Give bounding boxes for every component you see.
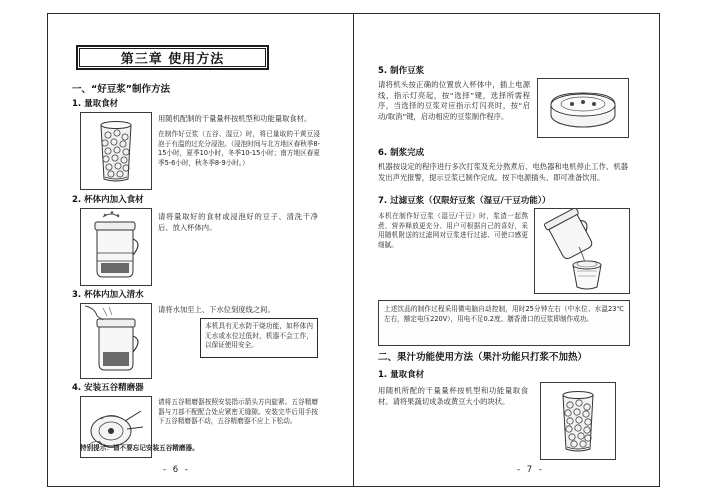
step-7-title: 7. 过滤豆浆（仅限好豆浆（湿豆/干豆功能）） [378,196,551,206]
step-1-text: 用随机配制的干量量杯按机型和功能量取食材。 [158,114,312,123]
step-1-note: 在制作好豆浆（五谷、湿豆）时，将已量取的干黄豆浸泡于有温的过充分浸泡。（浸泡时间与北方地区春秋季8-15小时，夏季10小时，冬季10-15小时；南方地区春夏季5-6小时，秋冬季8-9小时。） [158,130,320,167]
chapter-heading-label: 第三章 使用方法 [79,48,266,67]
step-4-warning: 特别提示：请不要忘记安装五谷精磨器。 [80,444,199,452]
step-3-text: 请将水加至上、下水位刻度线之间。 [158,305,275,314]
figure-jug-adding-water [80,303,152,379]
step-3-tip-box [200,318,318,358]
step-8-text: 用随机所配的干量量杯按机型和功能量取食材。请将果蔬切成条或黄豆大小的块状。 [378,386,528,406]
page-number-left: - 6 - [163,465,190,475]
step-2-text: 请将量取好的食材或浸泡好的豆子、清洗干净后、放入杯体内。 [158,212,318,232]
step-6-title: 6. 制浆完成 [378,148,425,158]
step-5-title: 5. 制作豆浆 [378,66,425,76]
figure-jug-adding-ingredients [80,208,152,286]
step-1-title: 1. 量取食材 [72,99,119,109]
step-4-text: 请将五谷精磨器按照安装指示箭头方向旋紧。五谷精磨器与刀部不配配合处应紧密无缝隙。安装完毕后用手按下五谷精磨器不动，五谷精磨器不应上下松动。 [158,398,318,426]
step-2-title: 2. 杯体内加入食材 [72,195,144,205]
figure-measuring-cup-fruit [540,382,616,460]
step-8-title: 1. 量取食材 [378,370,425,380]
section-2-title: 二、果汁功能使用方法（果汁功能只打浆不加热） [378,352,588,363]
chapter-heading [76,45,269,70]
step-6-text: 机器按设定的程序进行多次打浆及充分熬煮后、电热器和电机停止工作、机器发出声光报警，提示豆浆已制作完成。按下电源插头、即可准备饮用。 [378,162,628,182]
section-1-title: 一、“好豆浆”制作方法 [72,84,170,95]
step-7-text: 本机在制作好豆浆（湿豆/干豆）时，浆渣一起熬煮，营养释放更充分、用户可根据自己的喜好，采用随机附送的过滤网对豆浆进行过滤、可使口感更细腻。 [378,212,528,249]
note-box-text: 上述饮品的制作过程采用微电脑自动控制，用时25分钟左右（中水位、水温23℃左右，额定电压220V），用电不足0.2度、膳香滑口的豆浆即制作成功。 [384,305,624,323]
figure-pouring-through-strainer [534,208,630,294]
figure-measuring-cup-with-beans [80,112,152,190]
step-3-tip-text: 本机具有无水防干烧功能，如杯体内无水或水位过低时，机器不会工作，以保证使用安全。 [205,322,313,350]
column-divider [353,14,354,486]
step-3-title: 3. 杯体内加入清水 [72,290,144,300]
page-number-right: - 7 - [517,465,544,475]
figure-control-panel-base [537,78,629,138]
step-5-text: 请将机头按正确的位置放入杯体中，插上电源线，指示灯亮起，按“选择”键，选择所需程序，当选择的豆浆对应指示灯闪亮时，按“启动/取消”键，启动相应的豆浆制作程序。 [378,80,530,121]
note-box [378,300,630,346]
step-4-title: 4. 安装五谷精磨器 [72,383,144,393]
